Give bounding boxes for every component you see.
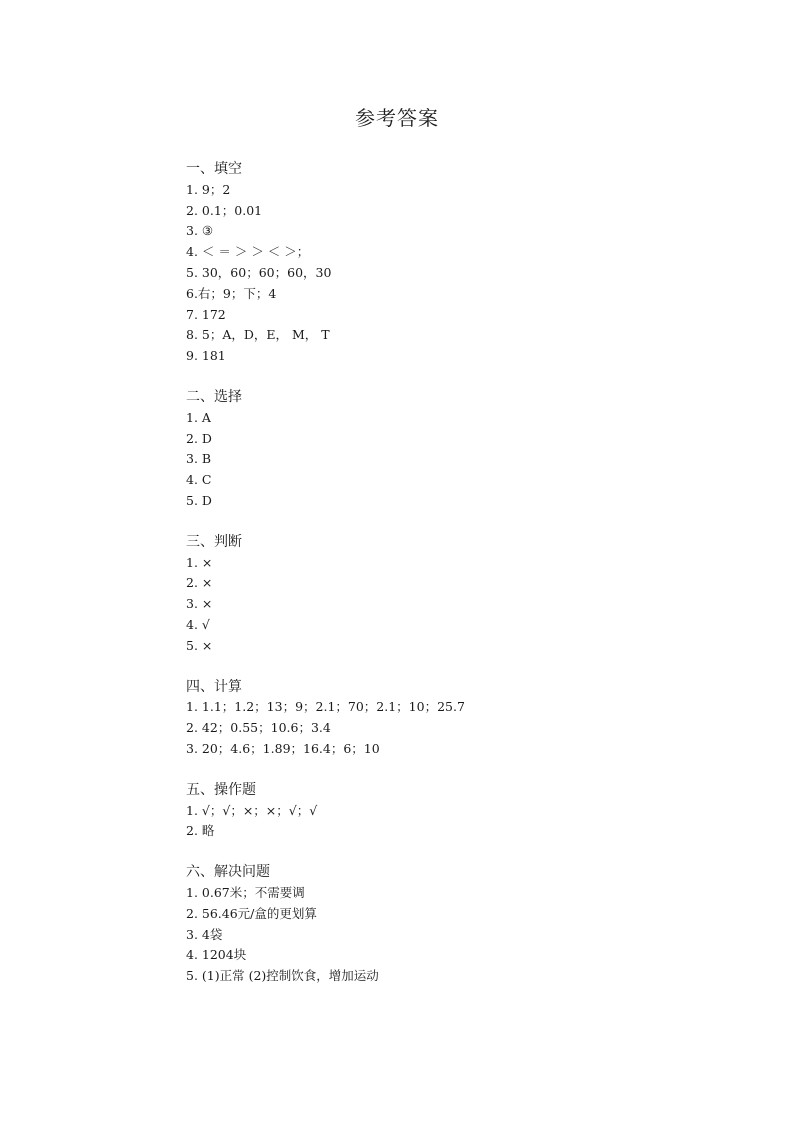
answer-line: 1. 0.67米；不需要调 (186, 884, 305, 900)
section-heading: 三、判断 (186, 533, 242, 550)
answer-line: 1. × (186, 554, 213, 570)
answer-line: 5. × (186, 637, 213, 653)
answer-line: 5. D (186, 492, 212, 508)
answer-line: 7. 172 (186, 306, 226, 322)
answer-line: 2. D (186, 430, 212, 446)
answer-line: 9. 181 (186, 348, 226, 364)
answer-line: 5. 30，60；60；60，30 (186, 264, 332, 280)
answer-line: 3. × (186, 596, 213, 612)
answer-line: 6.右；9；下；4 (186, 285, 277, 301)
answer-line: 3. ③ (186, 223, 214, 239)
section-true-false (186, 532, 746, 657)
answer-line: 2. 略 (186, 823, 215, 839)
answer-line: 1. 9；2 (186, 181, 231, 197)
answer-line: 4. √ (186, 616, 210, 632)
section-operation (186, 780, 746, 842)
answer-line: 1. A (186, 409, 211, 425)
section-multiple-choice (186, 387, 746, 512)
section-heading: 四、计算 (186, 678, 242, 695)
answer-line: 3. 20；4.6；1.89；16.4；6；10 (186, 740, 380, 756)
answer-line: 2. × (186, 575, 213, 591)
answer-line: 1. √；√；×；×；√；√ (186, 802, 318, 818)
section-heading: 一、填空 (186, 161, 242, 177)
section-heading: 五、操作题 (186, 781, 256, 798)
answer-line: 2. 42；0.55；10.6；3.4 (186, 720, 331, 736)
answer-line: 8. 5；A，D，E， M， T (186, 327, 330, 343)
section-problem-solving (186, 862, 746, 987)
answer-line: 4. ＜ ＝ ＞ ＞ ＜ ＞； (186, 244, 310, 260)
answer-line: 2. 0.1；0.01 (186, 202, 263, 218)
section-calculation (186, 677, 746, 760)
section-heading: 六、解决问题 (186, 864, 270, 881)
section-fill-in-blank (186, 159, 746, 367)
answer-line: 3. B (186, 451, 212, 467)
section-heading: 二、选择 (186, 388, 242, 405)
answer-line: 5. (1)正常 (2)控制饮食，增加运动 (186, 968, 379, 984)
answer-line: 4. 1204块 (186, 947, 247, 963)
answer-line: 3. 4袋 (186, 926, 223, 942)
page-title: 参考答案 (355, 106, 439, 130)
answer-line: 1. 1.1；1.2；13；9；2.1；70；2.1；10；25.7 (186, 699, 465, 715)
answer-line: 4. C (186, 472, 212, 488)
answer-body (186, 159, 746, 1007)
answer-line: 2. 56.46元/盒的更划算 (186, 905, 317, 921)
